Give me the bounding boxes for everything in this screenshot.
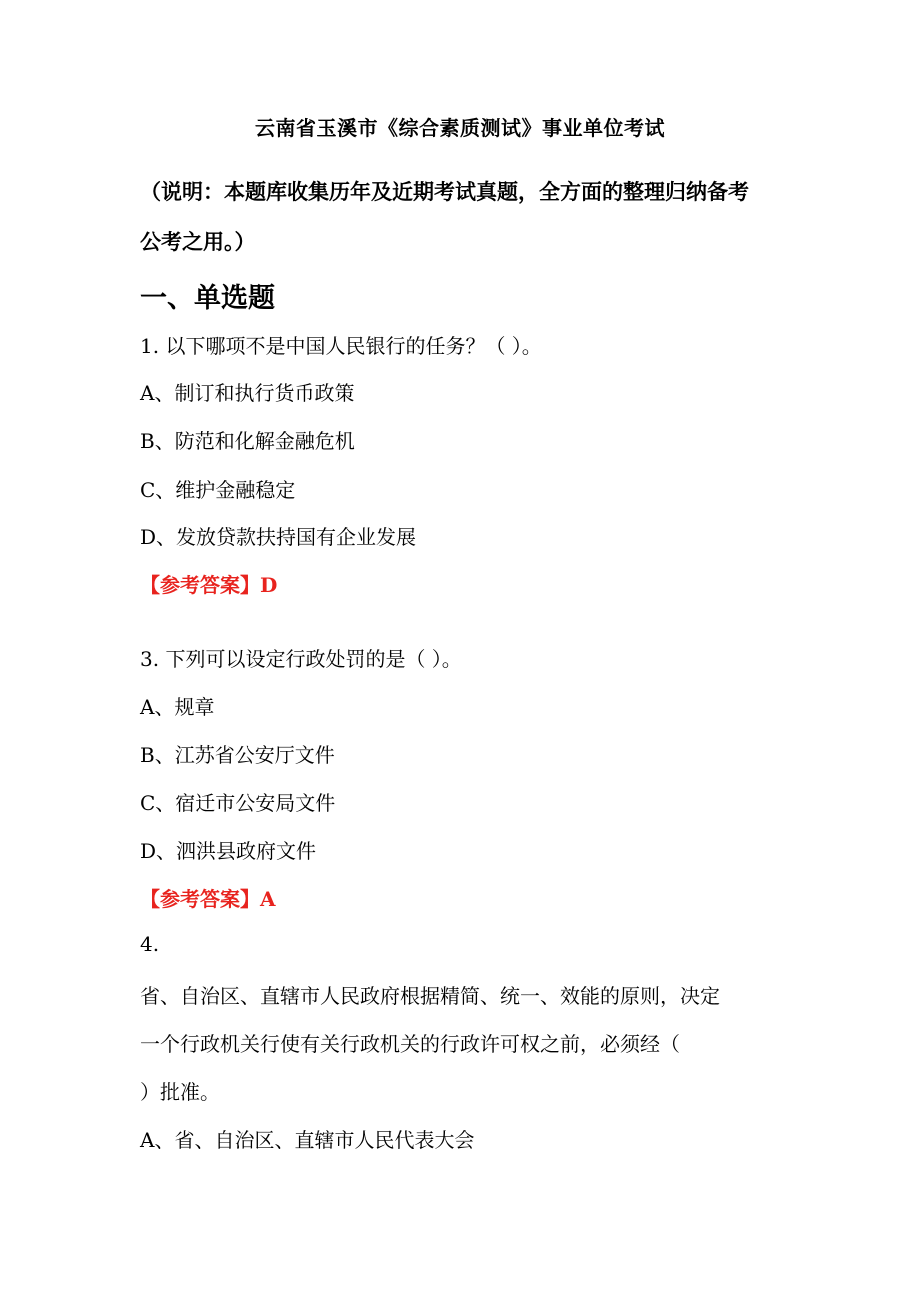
q3-question: 3. 下列可以设定行政处罚的是（ ）。: [140, 647, 462, 671]
section-title: 一、单选题: [140, 283, 275, 314]
q4-option-a: A、省、自治区、直辖市人民代表大会: [140, 1128, 475, 1152]
q3-option-d: D、泗洪县政府文件: [140, 839, 317, 863]
q1-option-b: B、防范和化解金融危机: [140, 429, 355, 453]
q3-option-b: B、江苏省公安厅文件: [140, 743, 335, 767]
q4-question-line-3: ）批准。: [140, 1080, 220, 1104]
q3-option-a: A、规章: [140, 695, 215, 719]
note-line-1: （说明：本题库收集历年及近期考试真题，全方面的整理归纳备考: [140, 179, 749, 204]
q1-question: 1. 以下哪项不是中国人民银行的任务？（ ）。: [140, 334, 542, 358]
q1-answer: 【参考答案】D: [140, 573, 278, 597]
q1-option-c: C、维护金融稳定: [140, 478, 296, 502]
q4-number: 4.: [140, 932, 160, 956]
q4-question-line-2: 一个行政机关行使有关行政机关的行政许可权之前，必须经（: [140, 1032, 680, 1056]
q1-option-d: D、发放贷款扶持国有企业发展: [140, 525, 417, 549]
q3-answer: 【参考答案】A: [140, 887, 276, 911]
note-line-2: 公考之用。）: [140, 229, 256, 254]
document-title: 云南省玉溪市《综合素质测试》事业单位考试: [255, 116, 665, 140]
q4-question-line-1: 省、自治区、直辖市人民政府根据精简、统一、效能的原则，决定: [140, 984, 720, 1008]
q1-option-a: A、制订和执行货币政策: [140, 381, 355, 405]
q3-option-c: C、宿迁市公安局文件: [140, 791, 336, 815]
